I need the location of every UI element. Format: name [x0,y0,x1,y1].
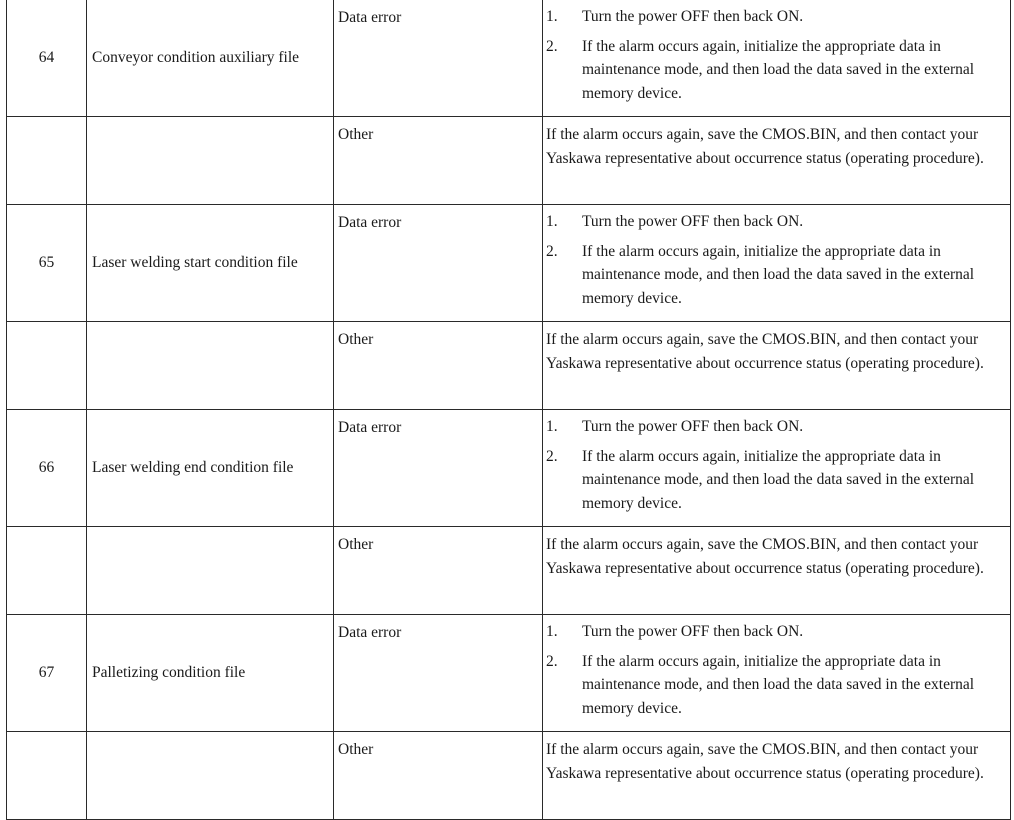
table-row-other [7,527,1011,615]
table-row-data-error [7,410,1011,527]
empty-cell [7,527,87,615]
remedy-step [546,210,1006,234]
step-number: 2. [546,447,558,465]
step-number: 1. [546,8,558,25]
alarm-number: 64 [7,0,87,117]
empty-cell [7,322,87,410]
cause-cell: Other [334,527,543,615]
step-text: Turn the power OFF then back ON. [582,8,804,25]
cause-cell: Data error [334,410,543,527]
empty-cell [87,732,334,820]
step-text: If the alarm occurs again, initialize the appropriate data in maintenance mode, and then load the data saved in the external memory device. [582,37,975,102]
alarm-table [6,0,1011,820]
cause-cell: Data error [334,205,543,322]
empty-cell [87,117,334,205]
empty-cell [87,527,334,615]
empty-cell [7,117,87,205]
file-description: Laser welding end condition file [87,410,334,527]
remedy-steps [546,620,1006,720]
remedy-step [546,445,1006,516]
remedy-steps [546,210,1006,310]
empty-cell [87,322,334,410]
table-row-other [7,732,1011,820]
step-text: If the alarm occurs again, initialize the appropriate data in maintenance mode, and then load the data saved in the external memory device. [582,242,975,307]
remedy-step [546,35,1006,106]
step-number: 1. [546,213,558,230]
alarm-number: 65 [7,205,87,322]
cause-cell: Data error [334,615,543,732]
remedy-step [546,415,1006,439]
step-number: 1. [546,623,558,640]
remedy-cell: If the alarm occurs again, save the CMOS.BIN, and then contact your Yaskawa representative about occurrence status (operating procedure). [543,527,1011,615]
remedy-steps [546,415,1006,515]
remedy-cell: If the alarm occurs again, save the CMOS.BIN, and then contact your Yaskawa representative about occurrence status (operating procedure). [543,732,1011,820]
step-text: Turn the power OFF then back ON. [582,418,804,435]
cause-cell: Other [334,117,543,205]
step-number: 2. [546,242,558,260]
step-text: If the alarm occurs again, initialize the appropriate data in maintenance mode, and then load the data saved in the external memory device. [582,447,975,512]
step-text: Turn the power OFF then back ON. [582,213,804,230]
remedy-cell [543,615,1011,732]
step-text: Turn the power OFF then back ON. [582,623,804,640]
empty-cell [7,732,87,820]
remedy-cell [543,410,1011,527]
step-text: If the alarm occurs again, initialize the appropriate data in maintenance mode, and then load the data saved in the external memory device. [582,652,975,717]
remedy-step [546,620,1006,644]
table-row-other [7,117,1011,205]
file-description: Conveyor condition auxiliary file [87,0,334,117]
step-number: 1. [546,418,558,435]
table-row-data-error [7,615,1011,732]
remedy-step [546,5,1006,29]
alarm-table-body [7,0,1011,820]
cause-cell: Data error [334,0,543,117]
remedy-cell: If the alarm occurs again, save the CMOS.BIN, and then contact your Yaskawa representative about occurrence status (operating procedure). [543,322,1011,410]
step-number: 2. [546,37,558,55]
cause-cell: Other [334,732,543,820]
table-row-data-error [7,0,1011,117]
remedy-step [546,650,1006,721]
alarm-number: 66 [7,410,87,527]
remedy-cell [543,205,1011,322]
cause-cell: Other [334,322,543,410]
remedy-step [546,240,1006,311]
remedy-cell [543,0,1011,117]
remedy-cell: If the alarm occurs again, save the CMOS.BIN, and then contact your Yaskawa representative about occurrence status (operating procedure). [543,117,1011,205]
alarm-number: 67 [7,615,87,732]
table-row-data-error [7,205,1011,322]
file-description: Laser welding start condition file [87,205,334,322]
file-description: Palletizing condition file [87,615,334,732]
table-row-other [7,322,1011,410]
step-number: 2. [546,652,558,670]
remedy-steps [546,5,1006,105]
